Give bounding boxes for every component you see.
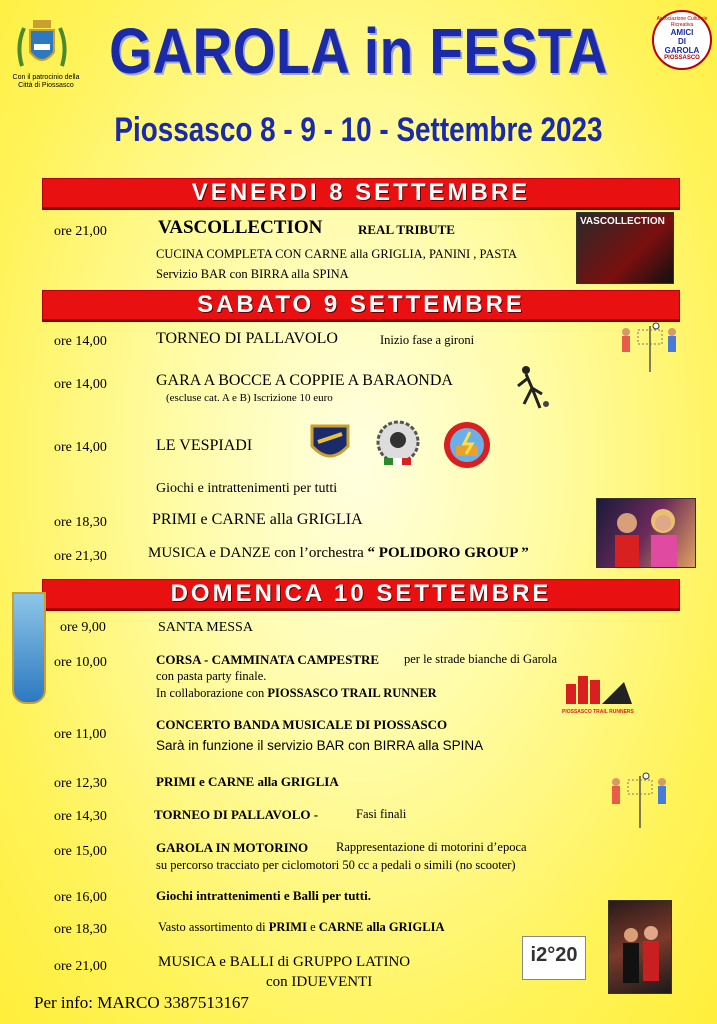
sun-e2-l3b: PIOSSASCO TRAIL RUNNER — [267, 686, 437, 700]
volleyball-players-icon-2 — [602, 770, 678, 830]
sat-e6-b: con l’orchestra — [270, 545, 368, 561]
sat-e6-title — [148, 545, 529, 562]
idueventi-logo: i2°20 — [522, 936, 586, 980]
sunday-band: DOMENICA 10 SETTEMBRE — [42, 579, 680, 609]
sun-e8-b: PRIMI — [268, 920, 307, 934]
sun-e9-a: MUSICA — [158, 954, 216, 970]
sat-e4-title: Giochi e intrattenimenti per tutti — [156, 481, 338, 496]
vespa-club-logo-3 — [442, 420, 492, 470]
friday-line2: Servizio BAR con BIRRA alla SPINA — [156, 267, 349, 281]
sat-e5-time: ore 18,30 — [54, 515, 107, 530]
sun-e4-time: ore 12,30 — [54, 776, 107, 791]
poster-text: VASCOLLECTION — [580, 216, 665, 227]
sat-e1-title: TORNEO DI PALLAVOLO — [156, 330, 338, 347]
sun-e8-title — [158, 920, 445, 935]
sun-e8-a: Vasto assortimento di — [158, 920, 269, 934]
sun-e9-title — [158, 954, 410, 971]
sun-e6-title: GAROLA IN MOTORINO — [156, 840, 309, 855]
bocce-player-icon — [514, 364, 550, 410]
sun-e9-b: e — [215, 954, 230, 970]
sun-e2-l3a: In collaborazione con — [156, 686, 268, 700]
sun-e2-l2: con pasta party finale. — [156, 669, 267, 683]
patronage-text: Con il patrocinio della Città di Piossasco — [12, 74, 80, 89]
sun-e6-l2: su percorso tracciato per ciclomotori 50 cc a pedali o simili (no scooter) — [156, 858, 516, 872]
friday-time: ore 21,00 — [54, 224, 107, 239]
sun-e9-c: BALLI di GRUPPO LATINO — [229, 954, 411, 970]
sat-e2-time: ore 14,00 — [54, 377, 107, 392]
idueventi-poster — [608, 900, 672, 994]
sun-e7-time: ore 16,00 — [54, 890, 107, 905]
sat-e5-title-a: PRIMI — [152, 511, 197, 528]
sun-e3-l2: Sarà in funzione il servizio BAR con BIRRA alla SPINA — [156, 738, 484, 753]
badge-line1: AMICI — [670, 28, 694, 37]
vespa-club-logo-2 — [374, 420, 422, 468]
friday-act-sub: REAL TRIBUTE — [358, 222, 455, 237]
sun-e2-title: CORSA - CAMMINATA CAMPESTRE — [156, 652, 380, 667]
sat-e3-time: ore 14,00 — [54, 440, 107, 455]
sat-e5-title — [152, 511, 363, 529]
sun-e8-c: e — [306, 920, 319, 934]
friday-act: VASCOLLECTION — [158, 217, 323, 238]
sun-e1-title: SANTA MESSA — [158, 620, 253, 635]
sun-e2-time: ore 10,00 — [54, 655, 107, 670]
sat-e1-note: Inizio fase a gironi — [380, 333, 475, 347]
badge-line3: GAROLA — [664, 46, 700, 55]
sat-e5-title-c: CARNE alla GRIGLIA — [211, 511, 363, 528]
page-title: GAROLA in FESTA — [109, 15, 608, 87]
badge-ring-text: Associazione Culturale Ricreativa — [656, 16, 708, 28]
sun-e6-note: Rappresentazione di motorini d’epoca — [336, 840, 527, 854]
sun-e4-title: PRIMI e CARNE alla GRIGLIA — [156, 774, 339, 789]
sun-e6-time: ore 15,00 — [54, 844, 107, 859]
polidoro-group-photo — [596, 498, 696, 568]
sat-e6-time: ore 21,30 — [54, 549, 107, 564]
sat-e6-a: MUSICA e DANZE — [148, 545, 271, 561]
sun-e3-title: CONCERTO BANDA MUSICALE DI PIOSSASCO — [156, 717, 448, 732]
sun-e5-time: ore 14,30 — [54, 809, 107, 824]
vespa-club-logo-1 — [306, 420, 354, 468]
sat-e2-title: GARA A BOCCE A COPPIE A BARAONDA — [156, 372, 453, 389]
friday-band: VENERDI 8 SETTEMBRE — [42, 178, 680, 208]
amici-di-garola-badge — [652, 10, 712, 70]
saturday-band: SABATO 9 SETTEMBRE — [42, 290, 680, 320]
sun-e1-time: ore 9,00 — [60, 620, 106, 635]
trail-logo-text: PIOSSASCO TRAIL RUNNERS — [562, 709, 634, 715]
sat-e6-c: “ POLIDORO GROUP ” — [367, 545, 529, 561]
vascollection-poster — [576, 212, 674, 284]
friday-line1: CUCINA COMPLETA CON CARNE alla GRIGLIA, PANINI , PASTA — [156, 247, 517, 261]
badge-line4: PIOSSASCO — [664, 55, 700, 61]
sun-e8-time: ore 18,30 — [54, 922, 107, 937]
sun-e8-d: CARNE alla GRIGLIA — [318, 920, 445, 934]
page-subtitle: Piossasco 8 - 9 - 10 - Settembre 2023 — [114, 111, 603, 149]
volleyball-players-icon — [612, 322, 688, 374]
sat-e3-title: LE VESPIADI — [156, 437, 253, 454]
sun-e5-note: Fasi finali — [356, 807, 407, 821]
sun-e7-title: Giochi intrattenimenti e Balli per tutti. — [156, 888, 371, 903]
sat-e5-title-b: e — [196, 511, 212, 528]
sun-e9-time: ore 21,00 — [54, 959, 107, 974]
sun-e5-title: TORNEO DI PALLAVOLO - — [154, 807, 319, 822]
badge-line2: DI — [678, 37, 686, 46]
sat-e2-note: (escluse cat. A e B) Iscrizione 10 euro — [166, 392, 333, 404]
side-crest-icon — [12, 592, 46, 704]
sun-e2-l3 — [156, 686, 437, 701]
sun-e9-l2: con IDUEVENTI — [266, 974, 373, 990]
sat-e1-time: ore 14,00 — [54, 334, 107, 349]
sun-e2-note: per le strade bianche di Garola — [404, 652, 558, 666]
trail-runners-logo — [562, 670, 634, 715]
contact-info: Per info: MARCO 3387513167 — [34, 993, 249, 1012]
sun-e3-time: ore 11,00 — [54, 727, 107, 742]
